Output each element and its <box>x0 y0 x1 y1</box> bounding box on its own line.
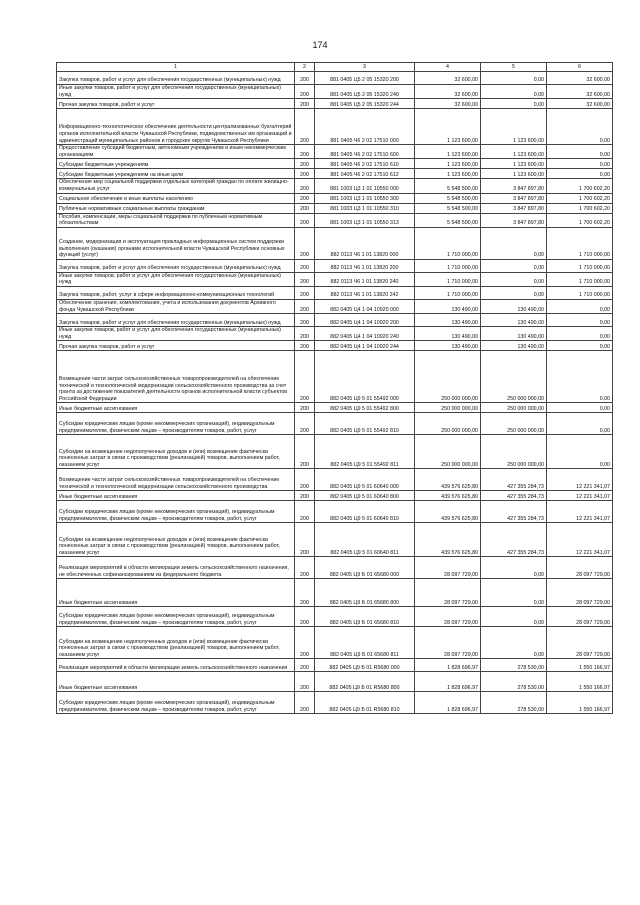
row-name: Субсидии юридическим лицам (кроме некоммерческих организаций), индивидуальным предпринимателям, физическим лицам – производителям товаров, работ, услуг <box>57 607 295 627</box>
table-row <box>57 299 613 313</box>
row-name: Иные бюджетные ассигнования <box>57 491 295 501</box>
row-amount-republic: 0,00 <box>547 145 613 159</box>
row-amount-federal: 278 530,00 <box>481 672 547 692</box>
row-amount-federal: 0,00 <box>481 85 547 99</box>
row-kind: 200 <box>295 272 315 286</box>
table-row <box>57 672 613 692</box>
row-name: Субсидии юридическим лицам (кроме некоммерческих организаций), индивидуальным предпринимателям, физическим лицам – производителям товаров, работ, услуг <box>57 413 295 435</box>
table-row <box>57 179 613 193</box>
row-name: Обеспечение мер социальной поддержки отдельных категорий граждан по оплате жилищно-коммунальных услуг <box>57 179 295 193</box>
row-code: 882 0405 Ц9 Б 01 R5680 810 <box>315 692 415 714</box>
row-amount-federal: 0,00 <box>481 579 547 607</box>
row-code: 882 0113 Ч6 1 01 13820 240 <box>315 272 415 286</box>
row-kind: 200 <box>295 193 315 203</box>
row-kind: 200 <box>295 286 315 299</box>
row-code: 882 0405 Ц9 5 01 60640 810 <box>315 501 415 523</box>
row-amount-total: 250 000 000,00 <box>415 403 481 413</box>
table-row <box>57 579 613 607</box>
table-row <box>57 327 613 341</box>
table-row <box>57 692 613 714</box>
row-amount-federal: 3 847 897,80 <box>481 193 547 203</box>
row-kind: 200 <box>295 145 315 159</box>
row-amount-republic: 0,00 <box>547 169 613 179</box>
row-kind: 200 <box>295 579 315 607</box>
table-row <box>57 259 613 272</box>
row-amount-federal: 427 355 284,73 <box>481 491 547 501</box>
row-amount-republic: 28 097 729,00 <box>547 557 613 579</box>
row-code: 882 0405 Ц9 Б 01 R5680 800 <box>315 672 415 692</box>
row-kind: 200 <box>295 351 315 403</box>
row-amount-federal: 1 123 600,00 <box>481 145 547 159</box>
row-code: 882 0405 Ц9 5 01 55492 800 <box>315 403 415 413</box>
row-name: Возмещение части затрат сельскохозяйственных товаропроизводителей на обеспечение технической и технологической модернизации сельскохозяйственного производства за счет гранта за достижение показателей деятельности органов исполнительной власти субъектов Российской Федерации <box>57 351 295 403</box>
row-amount-federal: 0,00 <box>481 286 547 299</box>
row-amount-federal: 130 490,00 <box>481 299 547 313</box>
row-amount-republic: 32 600,00 <box>547 85 613 99</box>
row-kind: 200 <box>295 627 315 659</box>
row-amount-total: 130 490,00 <box>415 327 481 341</box>
row-amount-total: 1 710 000,00 <box>415 286 481 299</box>
row-name: Реализация мероприятий в области мелиорации земель сельскохозяйственного назначения, не обеспеченных софинансированием из федерального бюджета <box>57 557 295 579</box>
table-row <box>57 109 613 145</box>
row-amount-federal: 278 530,00 <box>481 659 547 672</box>
table-row <box>57 627 613 659</box>
row-kind: 200 <box>295 259 315 272</box>
table-row <box>57 272 613 286</box>
row-name: Информационно-технологическое обеспечение деятельности централизованных бухгалтерий органов исполнительной власти Чувашской Республики, подведомственных им организаций и администраций муниципальных районов и городских округов Чувашской Республики <box>57 109 295 145</box>
row-amount-total: 28 097 729,00 <box>415 627 481 659</box>
table-row <box>57 435 613 469</box>
row-name: Субсидии юридическим лицам (кроме некоммерческих организаций), индивидуальным предпринимателям, физическим лицам – производителям товаров, работ, услуг <box>57 501 295 523</box>
row-kind: 200 <box>295 299 315 313</box>
row-amount-total: 5 548 500,00 <box>415 179 481 193</box>
table-row <box>57 213 613 227</box>
row-amount-republic: 0,00 <box>547 435 613 469</box>
row-code: 882 0405 Ц4 1 04 10920 240 <box>315 327 415 341</box>
row-code: 881 1003 Ц3 1 01 10550 313 <box>315 213 415 227</box>
row-code: 881 0405 Ч6 2 02 17510 000 <box>315 109 415 145</box>
row-amount-republic: 28 097 729,00 <box>547 579 613 607</box>
row-amount-republic: 32 600,00 <box>547 99 613 109</box>
row-amount-federal: 1 123 600,00 <box>481 159 547 169</box>
row-amount-republic: 1 710 000,00 <box>547 259 613 272</box>
row-amount-total: 130 490,00 <box>415 314 481 327</box>
budget-table <box>56 62 613 714</box>
row-amount-federal: 250 000 000,00 <box>481 351 547 403</box>
row-code: 882 0405 Ц9 5 01 60640 800 <box>315 491 415 501</box>
row-code: 882 0405 Ц9 Б 01 65680 811 <box>315 627 415 659</box>
row-amount-republic: 0,00 <box>547 403 613 413</box>
row-amount-total: 439 576 625,80 <box>415 491 481 501</box>
row-amount-republic: 1 550 166,97 <box>547 672 613 692</box>
row-name: Закупка товаров, работ, услуг в сфере информационно-коммуникационных технологий <box>57 286 295 299</box>
row-code: 881 0405 Ч6 2 02 17510 600 <box>315 145 415 159</box>
row-kind: 200 <box>295 491 315 501</box>
row-amount-federal: 278 530,00 <box>481 692 547 714</box>
row-amount-total: 1 710 000,00 <box>415 272 481 286</box>
row-code: 881 0405 Ц5 2 05 15320 200 <box>315 72 415 85</box>
row-kind: 200 <box>295 327 315 341</box>
row-amount-total: 439 576 625,80 <box>415 523 481 557</box>
row-amount-federal: 130 490,00 <box>481 341 547 351</box>
row-code: 881 0405 Ч6 2 02 17510 610 <box>315 159 415 169</box>
row-amount-republic: 1 700 602,20 <box>547 203 613 213</box>
row-amount-total: 439 576 625,80 <box>415 501 481 523</box>
row-amount-total: 250 000 000,00 <box>415 413 481 435</box>
row-amount-republic: 0,00 <box>547 109 613 145</box>
row-name: Публичные нормативные социальные выплаты гражданам <box>57 203 295 213</box>
row-amount-total: 130 490,00 <box>415 341 481 351</box>
row-amount-republic: 1 550 166,97 <box>547 659 613 672</box>
row-kind: 200 <box>295 672 315 692</box>
row-code: 882 0405 Ц9 Б 01 65680 810 <box>315 607 415 627</box>
row-name: Закупка товаров, работ и услуг для обеспечения государственных (муниципальных) нужд <box>57 314 295 327</box>
row-kind: 200 <box>295 692 315 714</box>
row-amount-republic: 1 700 602,20 <box>547 179 613 193</box>
row-amount-federal: 3 847 897,80 <box>481 179 547 193</box>
row-kind: 200 <box>295 341 315 351</box>
row-amount-total: 28 097 729,00 <box>415 557 481 579</box>
table-row <box>57 607 613 627</box>
row-amount-republic: 1 700 602,20 <box>547 193 613 203</box>
table-row <box>57 659 613 672</box>
row-name: Иные закупки товаров, работ и услуг для обеспечения государственных (муниципальных) нужд <box>57 85 295 99</box>
row-name: Пособия, компенсации, меры социальной поддержки по публичным нормативным обязательствам <box>57 213 295 227</box>
row-name: Иные закупки товаров, работ и услуг для обеспечения государственных (муниципальных) нужд <box>57 272 295 286</box>
row-amount-total: 1 828 696,97 <box>415 692 481 714</box>
row-amount-republic: 1 710 000,00 <box>547 286 613 299</box>
row-code: 882 0113 Ч6 1 01 13820 000 <box>315 227 415 259</box>
row-kind: 200 <box>295 169 315 179</box>
row-amount-federal: 0,00 <box>481 627 547 659</box>
row-amount-total: 250 000 000,00 <box>415 435 481 469</box>
row-kind: 200 <box>295 607 315 627</box>
row-name: Предоставление субсидий бюджетным, автономным учреждениям и иным некоммерческим организациям <box>57 145 295 159</box>
row-name: Субсидии бюджетным учреждениям <box>57 159 295 169</box>
row-code: 882 0405 Ц9 Б 01 65680 800 <box>315 579 415 607</box>
row-amount-federal: 1 123 600,00 <box>481 109 547 145</box>
table-row <box>57 341 613 351</box>
row-code: 882 0405 Ц4 1 04 10920 000 <box>315 299 415 313</box>
row-amount-federal: 0,00 <box>481 227 547 259</box>
row-amount-federal: 130 490,00 <box>481 314 547 327</box>
row-amount-total: 250 000 000,00 <box>415 351 481 403</box>
row-amount-total: 1 710 000,00 <box>415 227 481 259</box>
row-amount-republic: 1 710 000,00 <box>547 272 613 286</box>
row-amount-total: 130 490,00 <box>415 299 481 313</box>
row-amount-republic: 12 221 341,07 <box>547 523 613 557</box>
table-row <box>57 351 613 403</box>
row-amount-federal: 427 355 284,73 <box>481 501 547 523</box>
row-code: 882 0113 Ч6 1 01 13820 200 <box>315 259 415 272</box>
row-code: 881 1003 Ц3 1 01 10550 300 <box>315 193 415 203</box>
row-kind: 200 <box>295 227 315 259</box>
row-code: 882 0113 Ч6 1 01 13820 242 <box>315 286 415 299</box>
row-name: Закупка товаров, работ и услуг для обеспечения государственных (муниципальных) нужд <box>57 259 295 272</box>
page-number: 174 <box>312 40 328 50</box>
row-amount-republic: 28 097 729,00 <box>547 607 613 627</box>
row-amount-republic: 12 221 341,07 <box>547 469 613 491</box>
row-amount-federal: 427 355 284,73 <box>481 523 547 557</box>
row-amount-total: 28 097 729,00 <box>415 607 481 627</box>
row-amount-republic: 1 700 602,20 <box>547 213 613 227</box>
row-kind: 200 <box>295 85 315 99</box>
row-code: 882 0405 Ц4 1 04 10920 244 <box>315 341 415 351</box>
row-code: 882 0405 Ц9 Б 01 R5680 000 <box>315 659 415 672</box>
row-amount-federal: 0,00 <box>481 272 547 286</box>
row-amount-federal: 0,00 <box>481 259 547 272</box>
table-row <box>57 72 613 85</box>
row-kind: 200 <box>295 403 315 413</box>
row-code: 882 0405 Ц9 5 01 60640 000 <box>315 469 415 491</box>
row-amount-republic: 1 550 166,97 <box>547 692 613 714</box>
row-amount-total: 1 123 600,00 <box>415 145 481 159</box>
table-row <box>57 314 613 327</box>
row-amount-republic: 0,00 <box>547 314 613 327</box>
row-name: Прочая закупка товаров, работ и услуг <box>57 99 295 109</box>
row-code: 882 0405 Ц9 5 01 55492 810 <box>315 413 415 435</box>
row-name: Закупка товаров, работ и услуг для обеспечения государственных (муниципальных) нужд <box>57 72 295 85</box>
row-amount-republic: 0,00 <box>547 413 613 435</box>
row-amount-total: 1 123 600,00 <box>415 109 481 145</box>
table-header-row <box>57 63 613 72</box>
row-name: Обеспечение хранения, комплектования, учета и использования документов Архивного фонда Чувашской Республики <box>57 299 295 313</box>
column-header: 1 <box>57 63 295 72</box>
row-amount-federal: 250 000 000,00 <box>481 403 547 413</box>
row-amount-federal: 0,00 <box>481 557 547 579</box>
column-header: 6 <box>547 63 613 72</box>
row-amount-republic: 0,00 <box>547 351 613 403</box>
table-row <box>57 491 613 501</box>
row-amount-federal: 250 000 000,00 <box>481 413 547 435</box>
table-body <box>57 63 613 714</box>
row-amount-republic: 0,00 <box>547 341 613 351</box>
column-header: 4 <box>415 63 481 72</box>
row-name: Реализация мероприятий в области мелиорации земель сельскохозяйственного назначения <box>57 659 295 672</box>
column-header: 3 <box>315 63 415 72</box>
row-amount-republic: 28 097 729,00 <box>547 627 613 659</box>
row-amount-republic: 12 221 341,07 <box>547 491 613 501</box>
row-code: 882 0405 Ц9 5 01 55492 000 <box>315 351 415 403</box>
row-amount-total: 32 600,00 <box>415 72 481 85</box>
table-row <box>57 501 613 523</box>
table-row <box>57 413 613 435</box>
row-kind: 200 <box>295 99 315 109</box>
row-name: Субсидии на возмещение недополученных доходов и (или) возмещение фактически понесенных затрат в связи с производством (реализацией) товаров, выполнением работ, оказанием услуг <box>57 523 295 557</box>
row-amount-total: 5 548 500,00 <box>415 203 481 213</box>
row-amount-total: 5 548 500,00 <box>415 193 481 203</box>
row-kind: 200 <box>295 501 315 523</box>
row-amount-republic: 1 710 000,00 <box>547 227 613 259</box>
row-name: Иные бюджетные ассигнования <box>57 672 295 692</box>
row-kind: 200 <box>295 659 315 672</box>
row-amount-federal: 130 490,00 <box>481 327 547 341</box>
row-kind: 200 <box>295 469 315 491</box>
row-name: Социальное обеспечение и иные выплаты населению <box>57 193 295 203</box>
row-name: Субсидии юридическим лицам (кроме некоммерческих организаций), индивидуальным предпринимателям, физическим лицам – производителям товаров, работ, услуг <box>57 692 295 714</box>
row-code: 881 0405 Ц5 2 05 15320 240 <box>315 85 415 99</box>
row-amount-total: 1 123 600,00 <box>415 159 481 169</box>
table-row <box>57 203 613 213</box>
row-amount-total: 1 828 696,97 <box>415 659 481 672</box>
row-name: Иные бюджетные ассигнования <box>57 403 295 413</box>
row-code: 881 0405 Ц5 2 05 15320 244 <box>315 99 415 109</box>
row-name: Иные бюджетные ассигнования <box>57 579 295 607</box>
row-amount-total: 32 600,00 <box>415 99 481 109</box>
row-code: 882 0405 Ц4 1 04 10920 200 <box>315 314 415 327</box>
row-kind: 200 <box>295 435 315 469</box>
table-row <box>57 169 613 179</box>
table-row <box>57 227 613 259</box>
row-code: 881 1003 Ц3 1 01 10550 000 <box>315 179 415 193</box>
row-amount-republic: 12 221 341,07 <box>547 501 613 523</box>
row-kind: 200 <box>295 109 315 145</box>
row-amount-federal: 3 847 897,80 <box>481 213 547 227</box>
row-amount-federal: 0,00 <box>481 607 547 627</box>
row-name: Субсидии на возмещение недополученных доходов и (или) возмещение фактически понесенных затрат в связи с производством (реализацией) товаров, выполнением работ, оказанием услуг <box>57 627 295 659</box>
row-code: 881 1003 Ц3 1 01 10550 310 <box>315 203 415 213</box>
row-kind: 200 <box>295 413 315 435</box>
row-code: 882 0405 Ц9 5 01 55492 811 <box>315 435 415 469</box>
row-amount-federal: 3 847 897,80 <box>481 203 547 213</box>
row-name: Субсидии на возмещение недополученных доходов и (или) возмещение фактически понесенных затрат в связи с производством (реализацией) товаров, выполнением работ, оказанием услуг <box>57 435 295 469</box>
row-kind: 200 <box>295 557 315 579</box>
row-amount-republic: 0,00 <box>547 159 613 169</box>
row-amount-federal: 1 123 600,00 <box>481 169 547 179</box>
row-amount-republic: 0,00 <box>547 299 613 313</box>
row-kind: 200 <box>295 72 315 85</box>
table-row <box>57 286 613 299</box>
row-name: Прочая закупка товаров, работ и услуг <box>57 341 295 351</box>
row-amount-republic: 32 600,00 <box>547 72 613 85</box>
row-amount-total: 439 576 625,80 <box>415 469 481 491</box>
row-amount-total: 1 710 000,00 <box>415 259 481 272</box>
row-amount-federal: 0,00 <box>481 99 547 109</box>
table-row <box>57 99 613 109</box>
table-row <box>57 469 613 491</box>
row-amount-republic: 0,00 <box>547 327 613 341</box>
row-kind: 200 <box>295 523 315 557</box>
row-amount-total: 5 548 500,00 <box>415 213 481 227</box>
row-kind: 200 <box>295 203 315 213</box>
row-amount-federal: 427 355 284,73 <box>481 469 547 491</box>
row-name: Создание, модернизация и эксплуатация прикладных информационных систем поддержки выполнения (оказания) органами исполнительной власти Чувашской Республики основных функций (услуг) <box>57 227 295 259</box>
row-name: Иные закупки товаров, работ и услуг для обеспечения государственных (муниципальных) нужд <box>57 327 295 341</box>
table-row <box>57 145 613 159</box>
table-row <box>57 557 613 579</box>
column-header: 2 <box>295 63 315 72</box>
table-row <box>57 193 613 203</box>
row-code: 882 0405 Ц9 5 01 60640 811 <box>315 523 415 557</box>
row-amount-total: 1 123 600,00 <box>415 169 481 179</box>
row-code: 881 0405 Ч6 2 02 17510 612 <box>315 169 415 179</box>
table-row <box>57 523 613 557</box>
row-kind: 200 <box>295 159 315 169</box>
row-amount-total: 28 097 729,00 <box>415 579 481 607</box>
row-amount-federal: 250 000 000,00 <box>481 435 547 469</box>
row-name: Субсидии бюджетным учреждениям на иные цели <box>57 169 295 179</box>
table-row <box>57 403 613 413</box>
row-code: 882 0405 Ц9 Б 01 65680 000 <box>315 557 415 579</box>
column-header: 5 <box>481 63 547 72</box>
row-name: Возмещение части затрат сельскохозяйственных товаропроизводителей на обеспечение технической и технологической модернизации сельскохозяйственного производства <box>57 469 295 491</box>
table-row <box>57 159 613 169</box>
row-kind: 200 <box>295 213 315 227</box>
row-kind: 200 <box>295 314 315 327</box>
row-amount-total: 32 600,00 <box>415 85 481 99</box>
row-amount-federal: 0,00 <box>481 72 547 85</box>
row-kind: 200 <box>295 179 315 193</box>
row-amount-total: 1 828 696,97 <box>415 672 481 692</box>
table-row <box>57 85 613 99</box>
